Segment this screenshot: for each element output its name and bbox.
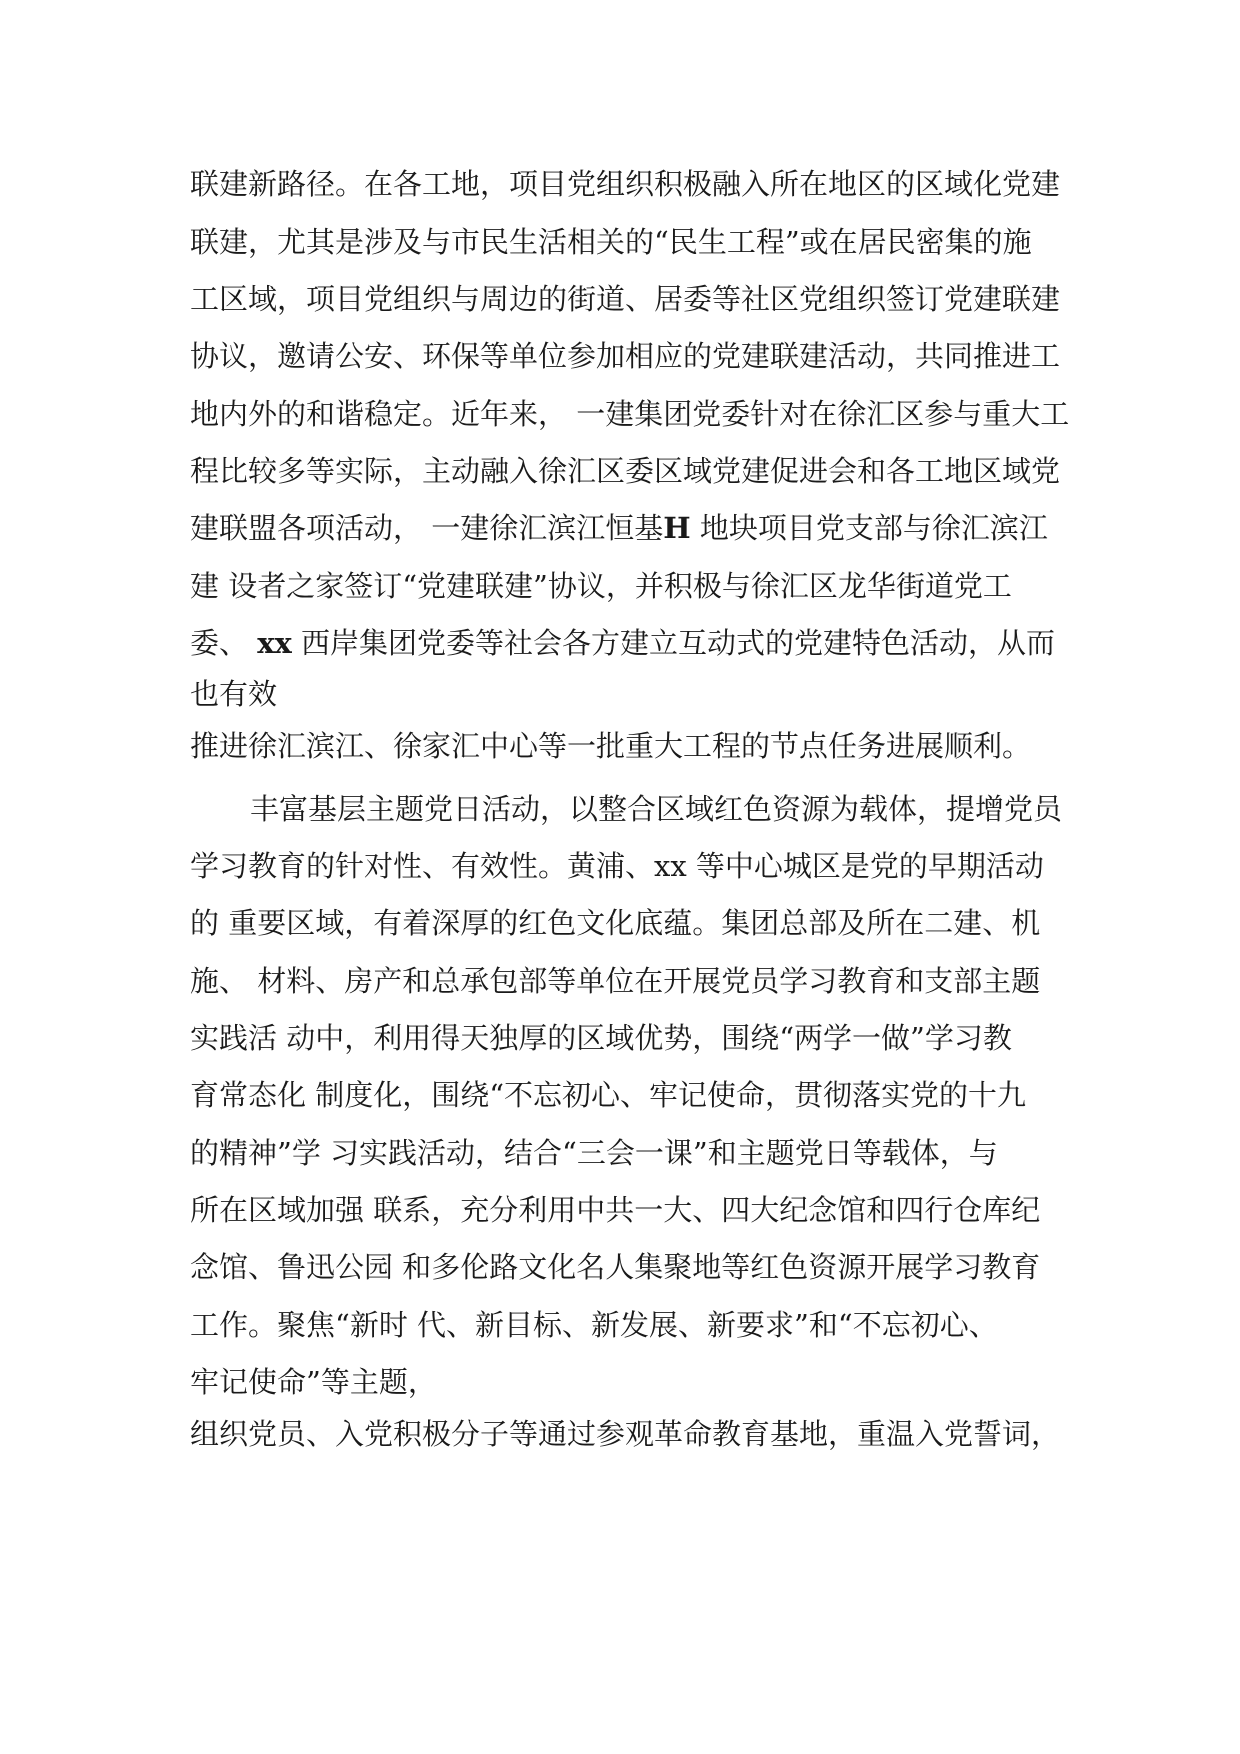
paragraph-1-line-2: 联建，尤其是涉及与市民生活相关的“民生工程”或在居民密集的施: [190, 225, 1032, 259]
paragraph-2-line-3: 的 重要区域，有着深厚的红色文化底蕴。集团总部及所在二建、机: [190, 906, 1041, 940]
paragraph-1-line-10: 也有效: [190, 677, 278, 711]
paragraph-2-line-12: 组织党员、入党积极分子等通过参观革命教育基地，重温入党誓词，: [190, 1417, 1061, 1451]
paragraph-2-line-10: 工作。聚焦“新时 代、新目标、新发展、新要求”和“不忘初心、: [190, 1308, 998, 1342]
paragraph-1-line-11: 推进徐汇滨江、徐家汇中心等一批重大工程的节点任务进展顺利。: [190, 729, 1032, 763]
bold-letter-h: H: [663, 511, 691, 545]
paragraph-2-line-7: 的精神”学 习实践活动，结合“三会一课”和主题党日等载体，与: [190, 1136, 998, 1170]
line-9-text-a: 委、: [190, 626, 258, 660]
paragraph-1-line-6: 程比较多等实际，主动融入徐汇区委区域党建促进会和各工地区域党: [190, 454, 1061, 488]
paragraph-1-line-9: [190, 623, 1070, 663]
paragraph-1-line-1: 联建新路径。在各工地，项目党组织积极融入所在地区的区域化党建: [190, 167, 1061, 201]
line-7-text-b: 地块项目党支部与徐汇滨江: [699, 511, 1048, 545]
paragraph-2-line-9: 念馆、鲁迅公园 和多伦路文化名人集聚地等红色资源开展学习教育: [190, 1250, 1041, 1284]
paragraph-1-line-4: 协议，邀请公安、环保等单位参加相应的党建联建活动，共同推进工: [190, 339, 1061, 373]
paragraph-2-line-8: 所在区域加强 联系，充分利用中共一大、四大纪念馆和四行仓库纪: [190, 1193, 1041, 1227]
paragraph-1-line-5: 地内外的和谐稳定。近年来， 一建集团党委针对在徐汇区参与重大工: [190, 397, 1070, 431]
paragraph-1-line-3: 工区域，项目党组织与周边的街道、居委等社区党组织签订党建联建: [190, 282, 1061, 316]
bold-xx: xx: [257, 626, 292, 660]
line-7-text-a: 建联盟各项活动， 一建徐汇滨江恒基: [190, 511, 664, 545]
line-9-text-b: 西岸集团党委等社会各方建立互动式的党建特色活动，从而: [301, 626, 1056, 660]
paragraph-2-line-11: 牢记使命”等主题，: [190, 1365, 437, 1399]
paragraph-2-line-5: 实践活 动中，利用得天独厚的区域优势，围绕“两学一做”学习教: [190, 1021, 1012, 1055]
paragraph-1-line-8: 建 设者之家签订“党建联建”协议，并积极与徐汇区龙华街道党工: [190, 569, 1012, 603]
paragraph-2-line-4: 施、 材料、房产和总承包部等单位在开展党员学习教育和支部主题: [190, 964, 1041, 998]
paragraph-2-line-1: 丰富基层主题党日活动，以整合区域红色资源为载体，提增党员: [250, 792, 1063, 826]
paragraph-1-line-7: [190, 508, 1070, 548]
paragraph-2-line-6: 育常态化 制度化，围绕“不忘初心、牢记使命，贯彻落实党的十九: [190, 1078, 1027, 1112]
paragraph-2-line-2: 学习教育的针对性、有效性。黄浦、xx 等中心城区是党的早期活动: [190, 849, 1044, 883]
